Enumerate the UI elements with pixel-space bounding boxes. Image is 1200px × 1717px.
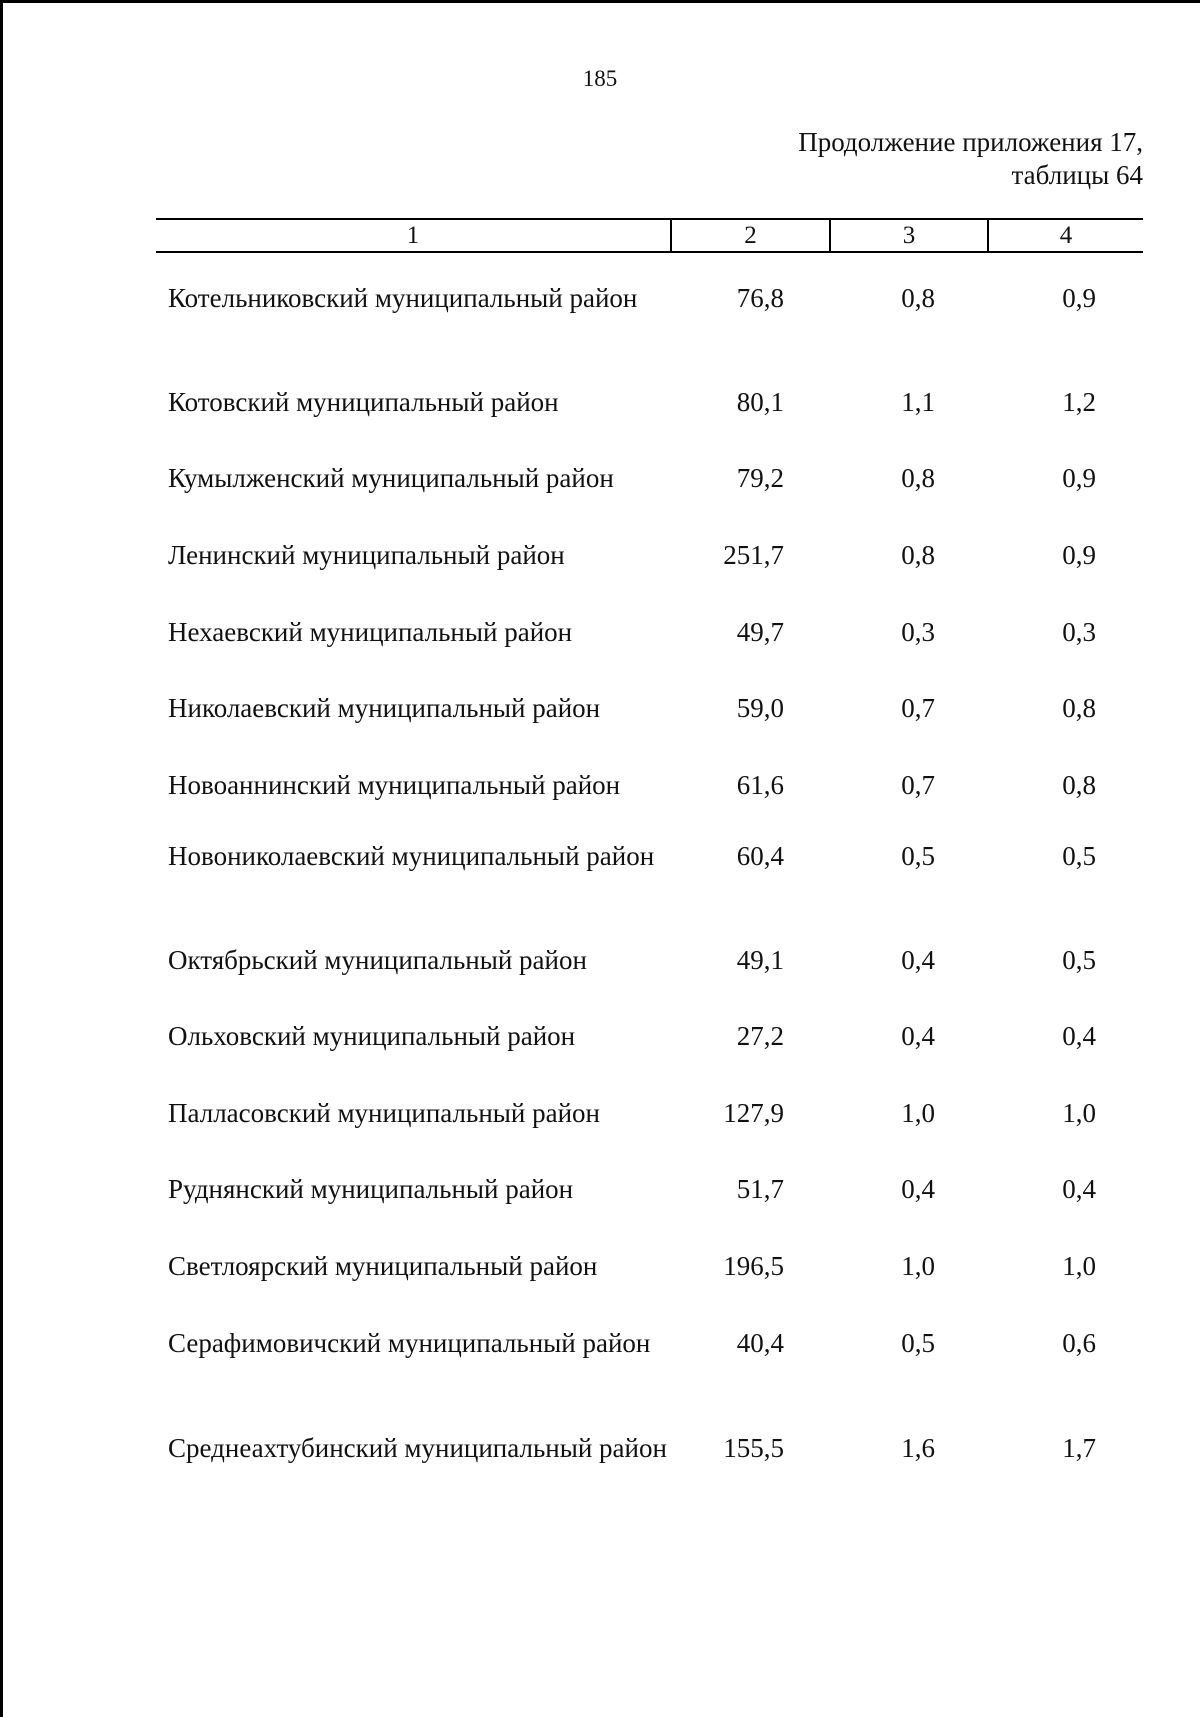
value-col-3: 0,4	[901, 1174, 935, 1204]
value-col-4: 0,9	[1062, 463, 1096, 493]
value-col-3: 0,4	[901, 945, 935, 975]
value-col-4: 0,4	[1062, 1174, 1096, 1204]
district-name: Нехаевский муниципальный район	[168, 617, 573, 647]
scan-border-top	[0, 0, 1200, 3]
value-col-4: 1,2	[1062, 387, 1096, 417]
value-col-4: 0,6	[1062, 1328, 1096, 1358]
value-col-3: 0,8	[901, 463, 935, 493]
value-col-2: 196,5	[723, 1251, 784, 1281]
scan-border-left	[0, 0, 3, 1717]
header-col-2: 2	[744, 222, 757, 249]
value-col-3: 0,5	[901, 841, 935, 871]
table-header	[156, 218, 1143, 252]
district-name: Среднеахтубинский муниципальный район	[168, 1433, 667, 1463]
district-name: Новониколаевский муниципальный район	[168, 841, 655, 871]
value-col-2: 155,5	[723, 1433, 784, 1463]
value-col-2: 76,8	[736, 283, 784, 313]
value-col-4: 1,7	[1062, 1433, 1096, 1463]
value-col-4: 0,8	[1062, 770, 1096, 800]
value-col-3: 0,5	[901, 1328, 935, 1358]
value-col-2: 127,9	[723, 1098, 784, 1128]
value-col-4: 1,0	[1062, 1098, 1096, 1128]
header-rule-bottom	[156, 251, 1143, 253]
value-col-2: 61,6	[736, 770, 784, 800]
district-name: Ольховский муниципальный район	[168, 1021, 576, 1051]
header-col-4: 4	[1059, 222, 1073, 249]
district-name: Руднянский муниципальный район	[168, 1174, 574, 1204]
value-col-3: 0,7	[901, 693, 935, 723]
continuation-line-1: Продолжение приложения 17,	[798, 127, 1143, 157]
district-name: Ленинский муниципальный район	[168, 540, 565, 570]
value-col-3: 1,1	[901, 387, 935, 417]
district-name: Кумылженский муниципальный район	[168, 463, 614, 493]
header-col-3: 3	[902, 222, 916, 249]
district-name: Палласовский муниципальный район	[168, 1098, 600, 1128]
header-rule-top	[156, 218, 1143, 220]
value-col-3: 1,6	[901, 1433, 935, 1463]
value-col-2: 59,0	[736, 693, 784, 723]
value-col-4: 0,9	[1062, 540, 1096, 570]
value-col-2: 40,4	[736, 1328, 784, 1358]
value-col-3: 0,8	[901, 283, 935, 313]
value-col-3: 0,4	[901, 1021, 935, 1051]
district-name: Серафимовичский муниципальный район	[168, 1328, 651, 1358]
continuation-note	[798, 126, 1143, 192]
value-col-2: 49,1	[736, 945, 784, 975]
value-col-3: 0,7	[901, 770, 935, 800]
district-name: Котовский муниципальный район	[168, 387, 559, 417]
value-col-4: 0,5	[1062, 945, 1096, 975]
value-col-4: 0,5	[1062, 841, 1096, 871]
value-col-4: 0,3	[1062, 617, 1096, 647]
district-name: Новоаннинский муниципальный район	[168, 770, 621, 800]
value-col-3: 0,8	[901, 540, 935, 570]
continuation-line-2: таблицы 64	[1011, 160, 1143, 190]
district-name: Котельниковский муниципальный район	[168, 283, 638, 313]
value-col-3: 1,0	[901, 1251, 935, 1281]
value-col-4: 0,4	[1062, 1021, 1096, 1051]
district-name: Светлоярский муниципальный район	[168, 1251, 598, 1281]
value-col-2: 27,2	[736, 1021, 784, 1051]
value-col-4: 0,8	[1062, 693, 1096, 723]
header-col-1: 1	[406, 222, 420, 249]
value-col-2: 79,2	[736, 463, 784, 493]
value-col-2: 60,4	[736, 841, 784, 871]
value-col-3: 1,0	[901, 1098, 935, 1128]
district-name: Николаевский муниципальный район	[168, 693, 601, 723]
page-number: 185	[582, 66, 618, 91]
value-col-4: 1,0	[1062, 1251, 1096, 1281]
value-col-2: 251,7	[723, 540, 784, 570]
value-col-2: 49,7	[736, 617, 784, 647]
value-col-3: 0,3	[901, 617, 935, 647]
value-col-2: 80,1	[736, 387, 784, 417]
value-col-4: 0,9	[1062, 283, 1096, 313]
value-col-2: 51,7	[736, 1174, 784, 1204]
district-name: Октябрьский муниципальный район	[168, 945, 587, 975]
